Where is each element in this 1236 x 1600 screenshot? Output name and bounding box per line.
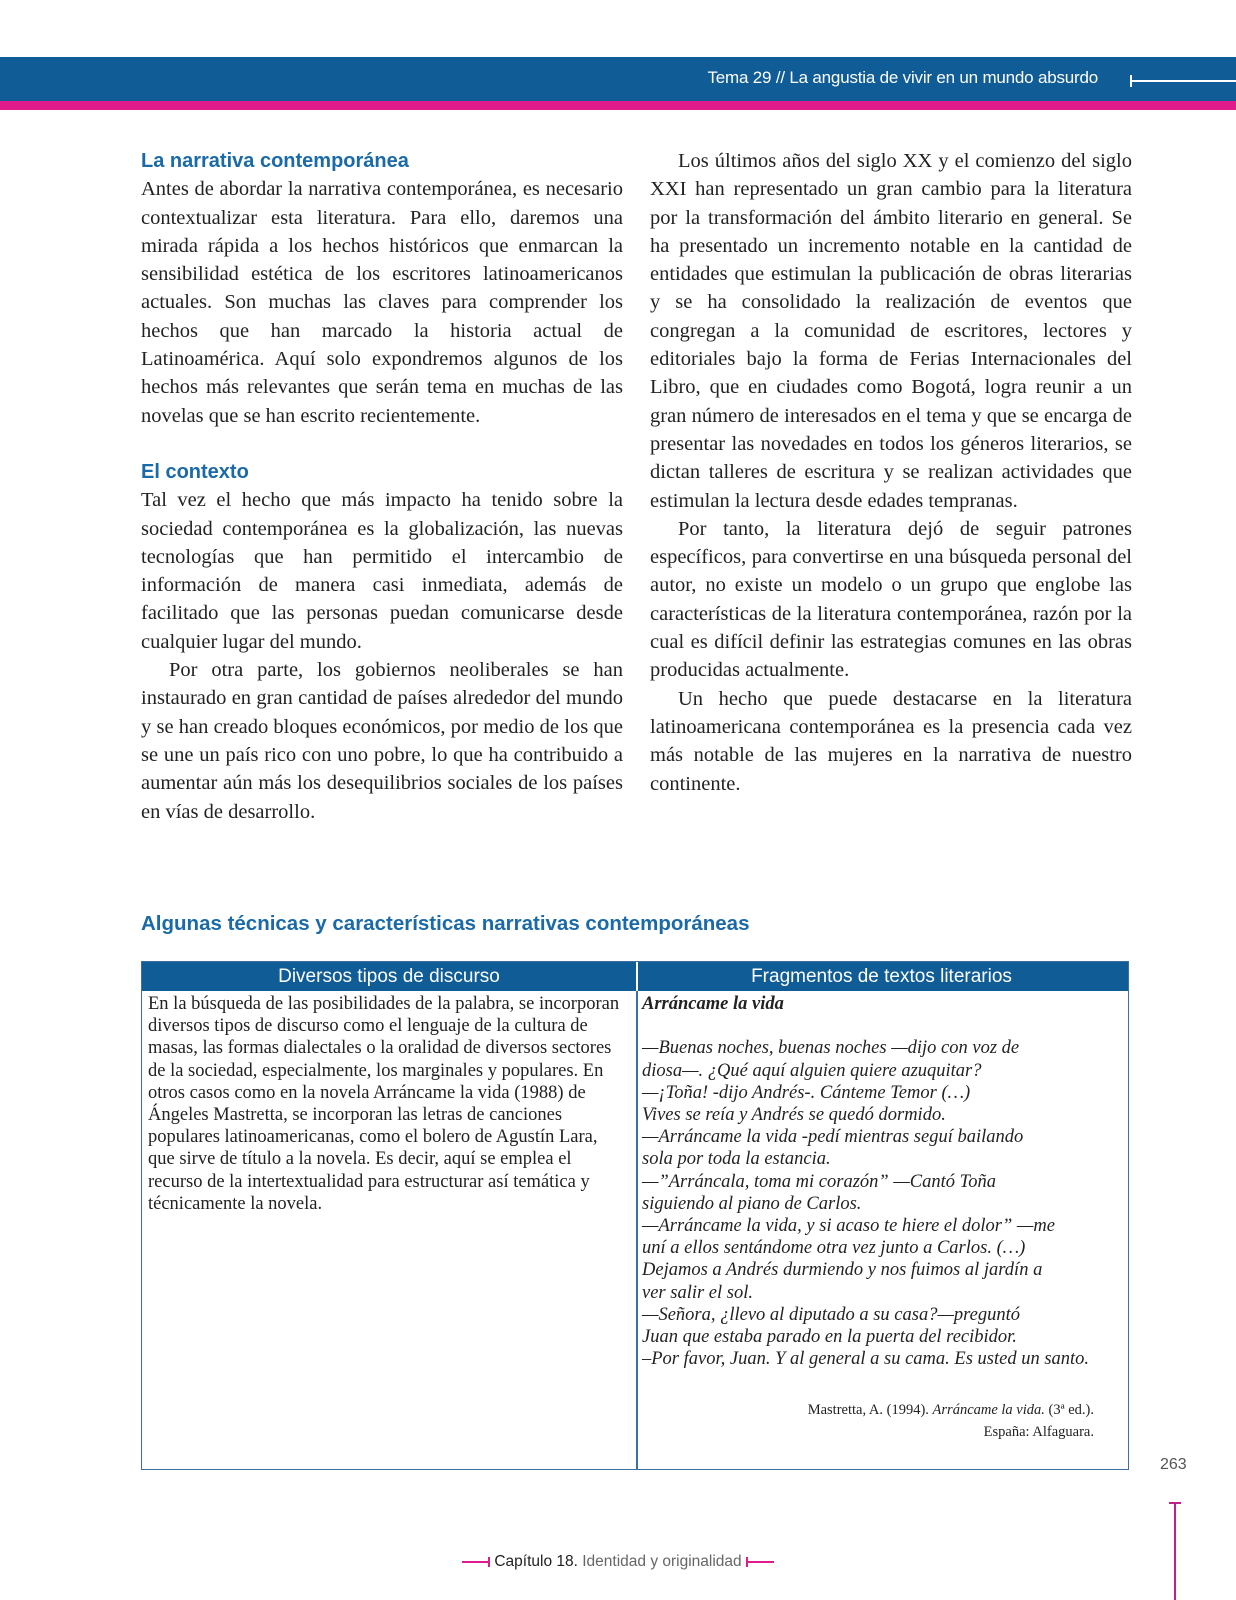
fragment-line: ver salir el sol.	[642, 1282, 753, 1303]
fragment-line: Vives se reía y Andrés se quedó dormido.	[642, 1105, 946, 1125]
footer-rule-left	[462, 1561, 490, 1563]
paragraph: Por otra parte, los gobiernos neoliberales se han instaurado en gran cantidad de países alrededor del mundo y se han creado bloques económicos, por medio de los que se une un país rico con uno pobre, lo que ha contribuido a aumentar aún más los desequilibrios sociales de los países en vías de desarrollo.	[141, 659, 623, 823]
section-title: Algunas técnicas y características narrativas contemporáneas	[141, 912, 750, 935]
header-accent-stripe	[0, 101, 1236, 110]
table-column-divider	[636, 962, 638, 1469]
table-cell-discurso: En la búsqueda de las posibilidades de la palabra, se incorporan diversos tipos de discurso como el lenguaje de la cultura de masas, las formas dialectales o la oralidad de diversos sectores de la sociedad, especialmente, los marginales y populares. En otros casos como en la novela Arráncame la vida (1988) de Ángeles Mastretta, se incorporan las letras de canciones populares latinoamericanas, como el bolero de Agustín Lara, que sirve de título a la novela. Es decir, aquí se emplea el recurso de la intertextualidad para estructurar así temática y técnicamente la novela.	[148, 994, 620, 1214]
paragraph: Por tanto, la literatura dejó de seguir patrones específicos, para convertirse en una búsqueda personal del autor, no existe un modelo o un grupo que englobe las características de la literatura contemporánea, razón por la cual es difícil definir las estrategias comunes en las obras producidas actualmente.	[650, 517, 1132, 682]
side-rule	[1174, 1502, 1176, 1600]
spacer	[141, 430, 623, 458]
citation-title: Arráncame la vida.	[932, 1402, 1045, 1418]
citation	[808, 1399, 1094, 1443]
fragment-line: —Arráncame la vida, y si acaso te hiere el dolor” —me	[642, 1216, 1055, 1237]
right-column	[650, 147, 1132, 798]
fragment-title: Arráncame la vida	[642, 994, 784, 1014]
footer-subtitle: Identidad y originalidad	[582, 1553, 742, 1570]
table-header-discurso: Diversos tipos de discurso	[278, 966, 500, 987]
paragraph: Antes de abordar la narrativa contemporánea, es necesario contextualizar esta literatura. Para ello, daremos una mirada rápida a los hechos históricos que enmarcan la sensibilidad estética de los escritores latinoamericanos actuales. Son muchas las claves para comprender los hechos que han marcado la historia actual de Latinoamérica. Aquí solo expondremos algunos de los hechos más relevantes que serán tema en muchas de las novelas que se han escrito recientemente.	[141, 178, 623, 427]
fragment-line: —Buenas noches, buenas noches —dijo con voz de	[642, 1038, 1020, 1059]
fragment-line: siguiendo al piano de Carlos.	[642, 1193, 862, 1214]
fragment-line: –Por favor, Juan. Y al general a su cama. Es usted un santo.	[642, 1349, 1090, 1370]
fragment-line: —Arráncame la vida -pedí mientras seguí bailando	[642, 1127, 1024, 1148]
fragment-line: uní a ellos sentándome otra vez junto a Carlos. (…)	[642, 1238, 1026, 1259]
fragment-line: sola por toda la estancia.	[642, 1149, 831, 1170]
techniques-table	[141, 961, 1129, 1470]
fragment-line: Dejamos a Andrés durmiendo y nos fuimos al jardín a	[642, 1260, 1043, 1281]
fragment-line: —Señora, ¿llevo al diputado a su casa?—preguntó	[642, 1304, 1021, 1325]
footer-chapter: Capítulo 18.	[494, 1553, 578, 1570]
chapter-header-title: Tema 29 // La angustia de vivir en un mundo absurdo	[707, 68, 1098, 87]
citation-edition: (3ª ed.).	[1048, 1402, 1094, 1418]
table-header-fragmentos: Fragmentos de textos literarios	[751, 966, 1012, 987]
spacer	[642, 1015, 1126, 1037]
citation-publisher: España: Alfaguara.	[983, 1424, 1094, 1440]
heading-narrativa-contemporanea: La narrativa contemporánea	[141, 150, 409, 172]
heading-el-contexto: El contexto	[141, 460, 249, 483]
fragment-line: diosa—. ¿Qué aquí alguien quiere azuquitar?	[642, 1060, 982, 1081]
fragment-line: —¡Toña! -dijo Andrés-. Cánteme Temor (…)	[642, 1082, 971, 1103]
citation-author: Mastretta, A. (1994).	[807, 1402, 929, 1418]
table-header-divider	[636, 962, 638, 991]
page-number: 263	[1160, 1456, 1187, 1473]
paragraph: Los últimos años del siglo XX y el comienzo del siglo XXI han representado un gran cambio para la literatura por la transformación del ámbito literario en general. Se ha presentado un incremento notable en la cantidad de entidades que estimulan la publicación de obras literarias y se ha consolidado la realización de eventos que congregan a la comunidad de escritores, lectores y editoriales bajo la forma de Ferias Internacionales del Libro, que en ciudades como Bogotá, logra reunir a un gran número de interesados en el tema y que se encarga de presentar las novedades en todos los géneros literarios, se dictan talleres de escritura y se realizan actividades que estimulan la lectura desde edades tempranas.	[650, 150, 1132, 512]
left-column	[141, 147, 623, 826]
fragment-line: —”Arráncala, toma mi corazón” —Cantó Toña	[642, 1171, 996, 1192]
paragraph: Un hecho que puede destacarse en la literatura latinoamericana contemporánea es la presencia cada vez más notable de las mujeres en la narrativa de nuestro continente.	[650, 687, 1132, 795]
page-footer	[0, 1553, 1236, 1571]
fragment-line: Juan que estaba parado en la puerta del recibidor.	[642, 1327, 1017, 1348]
header-rule	[1130, 80, 1236, 82]
paragraph: Tal vez el hecho que más impacto ha tenido sobre la sociedad contemporánea es la globalización, las nuevas tecnologías que han permitido el intercambio de información de manera casi inmediata, además de facilitado que las personas puedan comunicarse desde cualquier lugar del mundo.	[141, 489, 623, 653]
footer-rule-right	[746, 1561, 774, 1563]
table-cell-fragmento	[642, 993, 1126, 1370]
